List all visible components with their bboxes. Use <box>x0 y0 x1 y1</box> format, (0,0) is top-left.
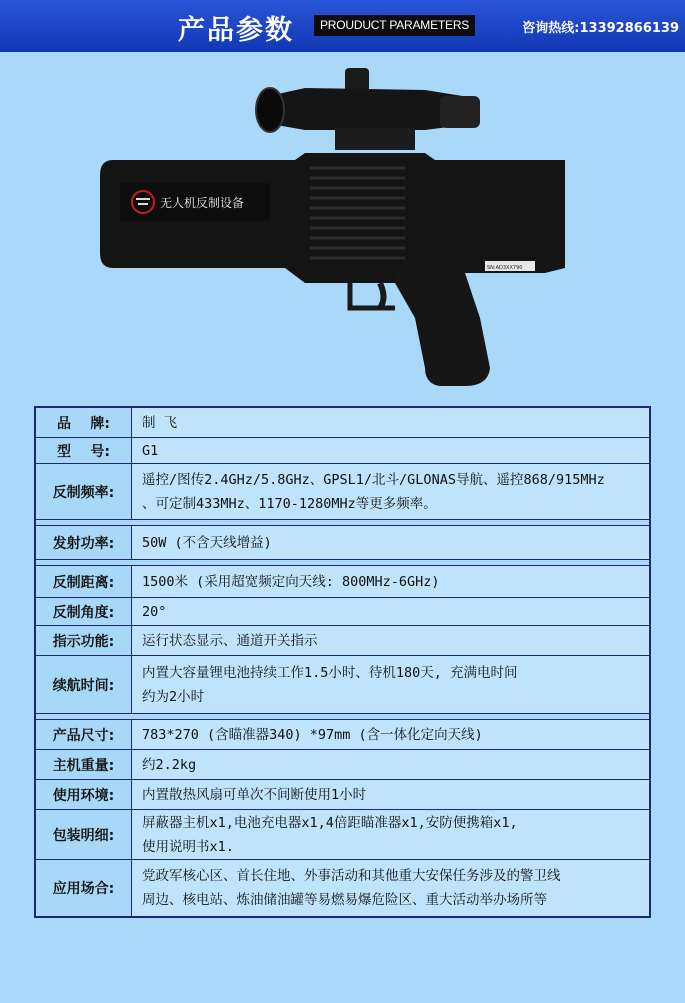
spec-row <box>36 626 649 656</box>
spec-value-line: 约为2小时 <box>142 688 205 705</box>
spec-value <box>132 750 649 779</box>
spec-value <box>132 598 649 625</box>
spec-value <box>132 464 649 519</box>
spec-value <box>132 720 649 749</box>
spec-label: 使用环境: <box>36 780 132 809</box>
spec-label: 反制频率: <box>36 464 132 519</box>
spec-label: 包装明细: <box>36 810 132 859</box>
spec-value-line: 约2.2kg <box>142 756 197 773</box>
spec-label: 型 号: <box>36 438 132 463</box>
spec-value <box>132 810 649 859</box>
specs-table <box>34 406 651 918</box>
spec-label: 应用场合: <box>36 860 132 916</box>
spec-value-line: 制 飞 <box>142 414 178 431</box>
spec-value-line: 遥控/图传2.4GHz/5.8GHz、GPSL1/北斗/GLONAS导航、遥控868/915MHz <box>142 471 605 488</box>
spec-value-line: 、可定制433MHz、1170-1280MHz等更多频率。 <box>142 495 437 512</box>
spec-value-line: 1500米 (采用超宽频定向天线: 800MHz-6GHz) <box>142 573 440 590</box>
spec-label: 反制距离: <box>36 566 132 597</box>
spec-value-line: 党政军核心区、首长住地、外事活动和其他重大安保任务涉及的警卫线 <box>142 868 561 884</box>
spec-value-line: 使用说明书x1. <box>142 838 234 855</box>
spec-value-line: 20° <box>142 603 167 620</box>
spec-row <box>36 810 649 860</box>
spec-value-line: 运行状态显示、通道开关指示 <box>142 632 318 649</box>
spec-row <box>36 750 649 780</box>
spec-value <box>132 438 649 463</box>
spec-label: 续航时间: <box>36 656 132 713</box>
spec-label: 发射功率: <box>36 526 132 559</box>
spec-label: 主机重量: <box>36 750 132 779</box>
spec-value-line: 内置大容量锂电池持续工作1.5小时、待机180天, 充满电时间 <box>142 664 518 681</box>
spec-row <box>36 720 649 750</box>
spec-value-line: 50W (不含天线增益) <box>142 534 272 551</box>
spec-label: 产品尺寸: <box>36 720 132 749</box>
spec-value <box>132 780 649 809</box>
english-subtitle: PROUDUCT PARAMETERS <box>314 15 475 36</box>
spec-row <box>36 438 649 464</box>
page-title: 产品参数 <box>178 15 294 46</box>
spec-row <box>36 566 649 598</box>
serial-label: SN:AD3XX790 <box>487 265 523 271</box>
spec-value-line: 内置散热风扇可单次不间断使用1小时 <box>142 786 367 803</box>
spec-row <box>36 408 649 438</box>
spec-value <box>132 626 649 655</box>
spec-label: 指示功能: <box>36 626 132 655</box>
spec-value-line: 783*270 (含瞄准器340) *97mm (含一体化定向天线) <box>142 726 483 743</box>
spec-label: 品 牌: <box>36 408 132 437</box>
spec-value <box>132 408 649 437</box>
spec-value <box>132 860 649 916</box>
drone-jammer-gun-image <box>95 68 565 393</box>
spec-value-line: 周边、核电站、炼油储油罐等易燃易爆危险区、重大活动举办场所等 <box>142 892 547 908</box>
badge-text: 无人机反制设备 <box>160 196 245 210</box>
header-banner <box>0 0 685 52</box>
spec-row <box>36 860 649 916</box>
spec-value <box>132 656 649 713</box>
spec-value <box>132 526 649 559</box>
spec-row <box>36 598 649 626</box>
spec-row <box>36 656 649 714</box>
spec-label: 反制角度: <box>36 598 132 625</box>
spec-row <box>36 526 649 560</box>
spec-row <box>36 780 649 810</box>
spec-value-line: G1 <box>142 442 159 459</box>
spec-row <box>36 464 649 520</box>
hotline-text: 咨询热线:13392866139 <box>522 21 679 36</box>
spec-value <box>132 566 649 597</box>
spec-value-line: 屏蔽器主机x1,电池充电器x1,4倍距瞄准器x1,安防便携箱x1, <box>142 814 518 831</box>
